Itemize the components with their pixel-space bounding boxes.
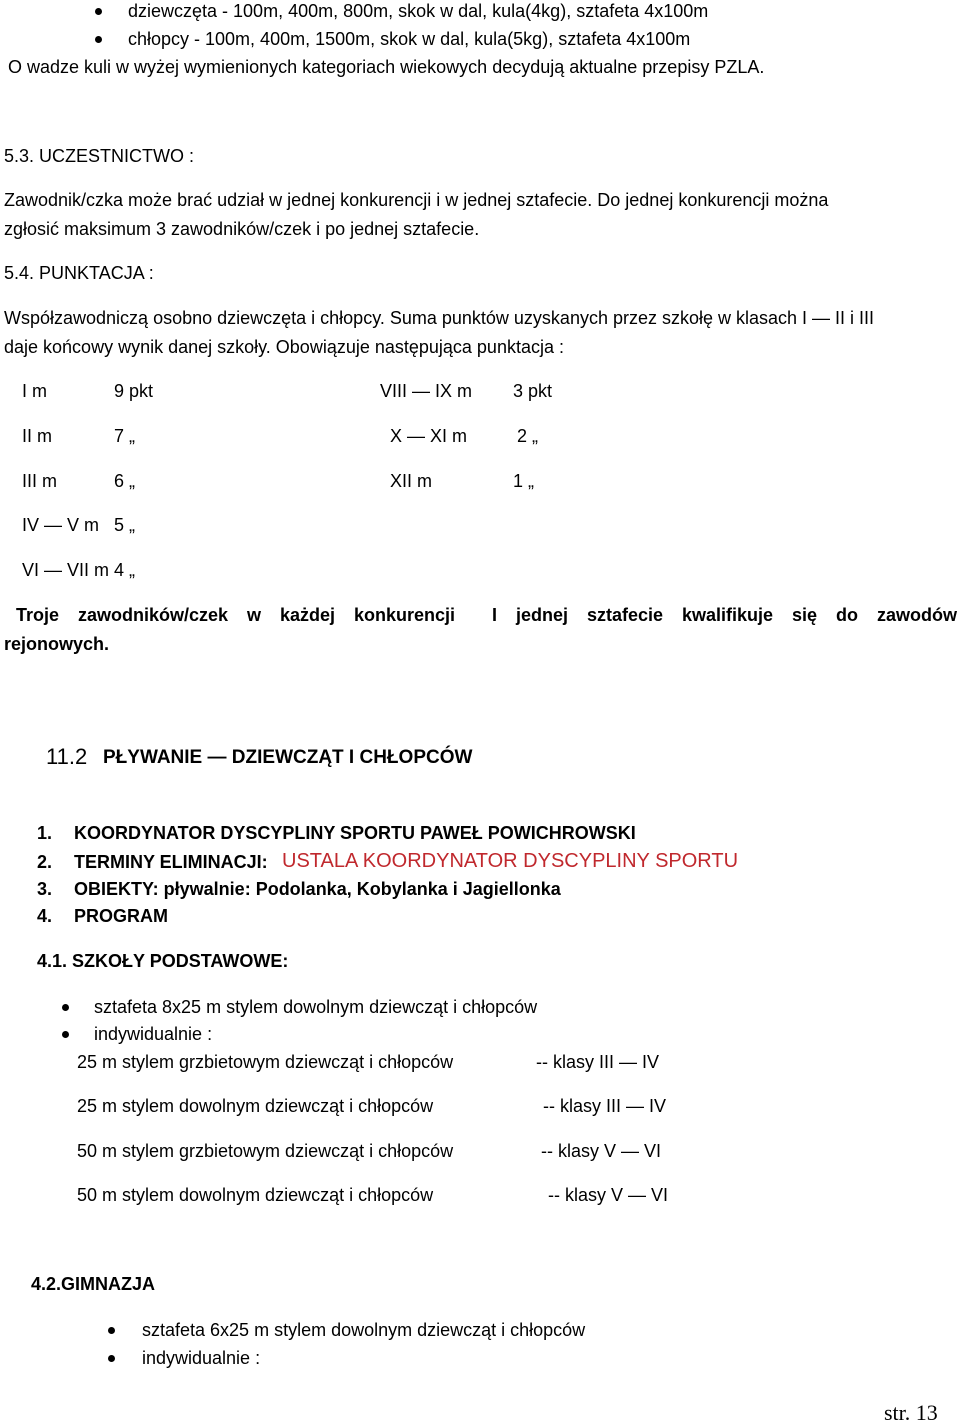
- list-number: 4.: [37, 906, 53, 926]
- subsection-heading: 4.2.GIMNAZJA: [31, 1274, 156, 1294]
- event-classes: -- klasy V — VI: [548, 1185, 669, 1205]
- dates-note: USTALA KOORDYNATOR DYSCYPLINY SPORTU: [282, 850, 739, 872]
- points-value: 7 „: [114, 426, 136, 446]
- place-label: II m: [22, 426, 52, 446]
- word: zawodników/czek: [77, 605, 229, 625]
- note-text: O wadze kuli w wyżej wymienionych kategoriach wiekowych decydują aktualne przepisy PZLA.: [8, 57, 765, 77]
- place-label: III m: [22, 471, 57, 491]
- section-heading: 5.3. UCZESTNICTWO :: [4, 146, 195, 166]
- event-classes: -- klasy III — IV: [543, 1096, 667, 1116]
- word: I: [491, 605, 497, 625]
- word: konkurencji: [353, 605, 456, 625]
- bullet: [95, 36, 102, 43]
- points-value: 1 „: [513, 471, 535, 491]
- place-label: VI — VII m: [22, 560, 110, 580]
- event-classes: -- klasy V — VI: [541, 1141, 662, 1161]
- list-item: indywidualnie :: [94, 1024, 213, 1044]
- list-item: indywidualnie :: [142, 1348, 261, 1368]
- paragraph-line: Współzawodniczą osobno dziewczęta i chłopcy. Suma punktów uzyskanych przez szkołę w klasach I — II i III: [4, 308, 875, 328]
- list-number: 1.: [37, 823, 53, 843]
- event-name: 25 m stylem dowolnym dziewcząt i chłopców: [77, 1096, 434, 1116]
- word: Troje: [16, 605, 60, 625]
- list-item-venues: OBIEKTY: pływalnie: Podolanka, Kobylanka i Jagiellonka: [74, 879, 561, 899]
- list-item-coordinator: KOORDYNATOR DYSCYPLINY SPORTU PAWEŁ POWICHROWSKI: [74, 823, 636, 843]
- points-value: 3 pkt: [513, 381, 553, 401]
- word: zawodów: [876, 605, 957, 625]
- word: do: [835, 605, 858, 625]
- list-item: sztafeta 8x25 m stylem dowolnym dziewcząt i chłopców: [94, 997, 538, 1017]
- word: kwalifikuje: [681, 605, 774, 625]
- list-item-program: PROGRAM: [74, 906, 168, 926]
- word: każdej: [279, 605, 336, 625]
- page-number: str. 13: [884, 1400, 938, 1425]
- place-label: I m: [22, 381, 47, 401]
- place-label: XII m: [390, 471, 433, 491]
- qualification-line: [16, 604, 957, 626]
- word: jednej: [515, 605, 568, 625]
- word: się: [791, 605, 818, 625]
- list-item: chłopcy - 100m, 400m, 1500m, skok w dal, kula(5kg), sztafeta 4x100m: [128, 29, 691, 49]
- place-label: X — XI m: [390, 426, 468, 446]
- paragraph-line: daje końcowy wynik danej szkoły. Obowiązuje następująca punktacja :: [4, 337, 564, 357]
- section-heading: 5.4. PUNKTACJA :: [4, 263, 154, 283]
- qualification-line-end: rejonowych.: [4, 634, 110, 654]
- paragraph-line: zgłosić maksimum 3 zawodników/czek i po jednej sztafecie.: [4, 219, 480, 239]
- word: sztafecie: [586, 605, 663, 625]
- bullet: [62, 1004, 69, 1011]
- bullet: [108, 1355, 115, 1362]
- list-item-dates: TERMINY ELIMINACJI:: [74, 852, 268, 872]
- points-value: 9 pkt: [114, 381, 154, 401]
- points-value: 2 „: [517, 426, 539, 446]
- bullet: [95, 8, 102, 15]
- place-label: IV — V m: [22, 515, 100, 535]
- event-name: 50 m stylem dowolnym dziewcząt i chłopców: [77, 1185, 434, 1205]
- list-number: 2.: [37, 852, 53, 872]
- event-classes: -- klasy III — IV: [536, 1052, 660, 1072]
- chapter-number: 11.2: [46, 744, 88, 769]
- place-label: VIII — IX m: [380, 381, 473, 401]
- points-value: 4 „: [114, 560, 136, 580]
- event-name: 50 m stylem grzbietowym dziewcząt i chłopców: [77, 1141, 454, 1161]
- word: w: [247, 605, 262, 625]
- paragraph-line: Zawodnik/czka może brać udział w jednej konkurencji i w jednej sztafecie. Do jednej konkurencji można: [4, 190, 829, 210]
- list-number: 3.: [37, 879, 53, 899]
- chapter-title: PŁYWANIE — DZIEWCZĄT I CHŁOPCÓW: [103, 747, 473, 768]
- bullet: [108, 1327, 115, 1334]
- points-value: 5 „: [114, 515, 136, 535]
- points-value: 6 „: [114, 471, 136, 491]
- list-item: dziewczęta - 100m, 400m, 800m, skok w dal, kula(4kg), sztafeta 4x100m: [128, 1, 709, 21]
- subsection-heading: 4.1. SZKOŁY PODSTAWOWE:: [37, 951, 289, 971]
- event-name: 25 m stylem grzbietowym dziewcząt i chłopców: [77, 1052, 454, 1072]
- bullet: [62, 1031, 69, 1038]
- list-item: sztafeta 6x25 m stylem dowolnym dziewcząt i chłopców: [142, 1320, 586, 1340]
